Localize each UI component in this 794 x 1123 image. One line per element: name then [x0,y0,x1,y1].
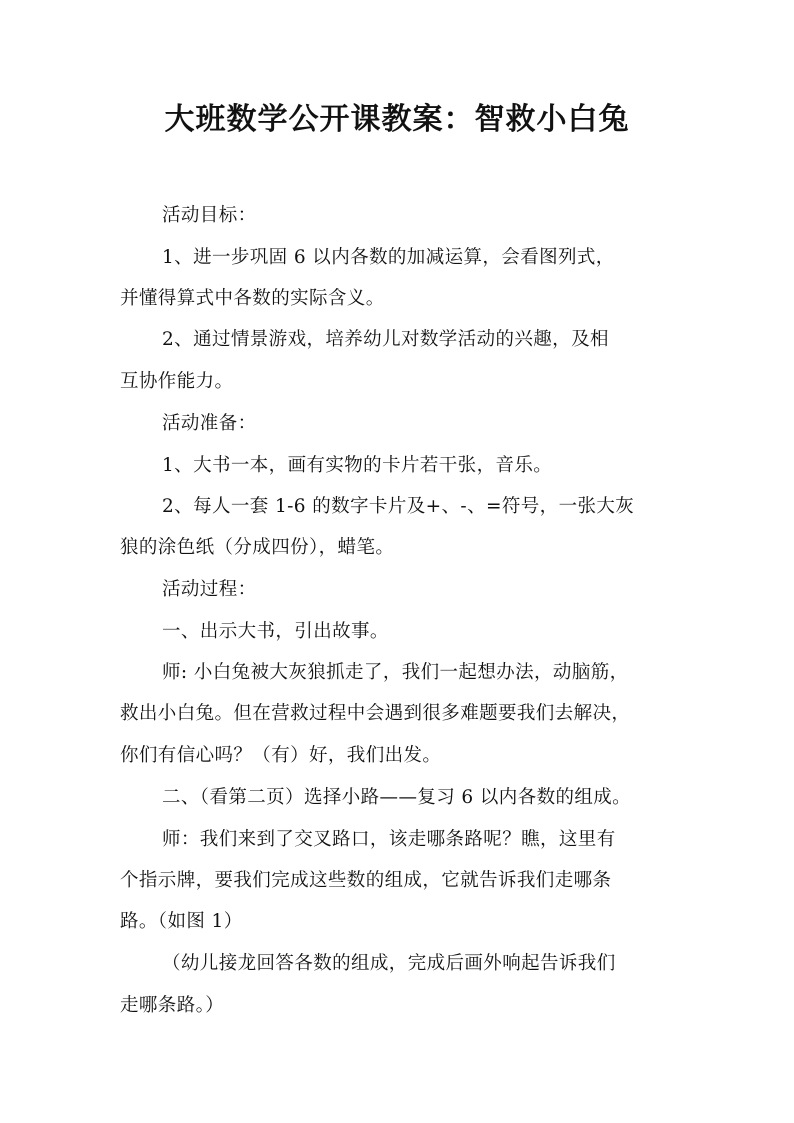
goal-2-line-2: 互协作能力。 [120,371,234,392]
goal-1-line-1: 1、进一步巩固 6 以内各数的加减运算，会看图列式， [162,247,615,268]
step-2-para-line-2: 个指示牌，要我们完成这些数的组成，它就告诉我们走哪条 [120,870,612,891]
step-1-para-line-2: 救出小白兔。但在营救过程中会遇到很多难题要我们去解决， [120,703,631,724]
step-2-note-line-1: （幼儿接龙回答各数的组成，完成后画外响起告诉我们 [162,953,616,974]
prep-1: 1、大书一本，画有实物的卡片若干张，音乐。 [162,455,553,476]
goal-2-line-1: 2、通过情景游戏，培养幼儿对数学活动的兴趣，及相 [162,329,609,350]
step-1-para-line-1: 师: 小白兔被大灰狼抓走了，我们一起想办法，动脑筋， [162,662,629,683]
page-title: 大班数学公开课教案：智救小白兔 [164,102,630,137]
step-2-para-line-3: 路。（如图 1） [120,911,243,932]
step-2-note-line-2: 走哪条路。） [120,995,225,1016]
heading-activity-process: 活动过程： [162,579,257,600]
prep-2-line-1: 2、每人一套 1-6 的数字卡片及+、-、=符号，一张大灰 [162,496,635,517]
heading-activity-preparation: 活动准备： [162,413,257,434]
step-1-heading: 一、出示大书，引出故事。 [162,621,389,642]
heading-activity-goals: 活动目标： [162,205,257,226]
step-2-para-line-1: 师：我们来到了交叉路口，该走哪条路呢？瞧，这里有 [162,829,616,850]
goal-1-line-2: 并懂得算式中各数的实际含义。 [120,288,385,309]
step-1-para-line-3: 你们有信心吗？（有）好，我们出发。 [120,745,442,766]
prep-2-line-2: 狼的涂色纸（分成四份），蜡笔。 [120,537,395,558]
step-2-heading: 二、（看第二页）选择小路——复习 6 以内各数的组成。 [162,787,632,808]
